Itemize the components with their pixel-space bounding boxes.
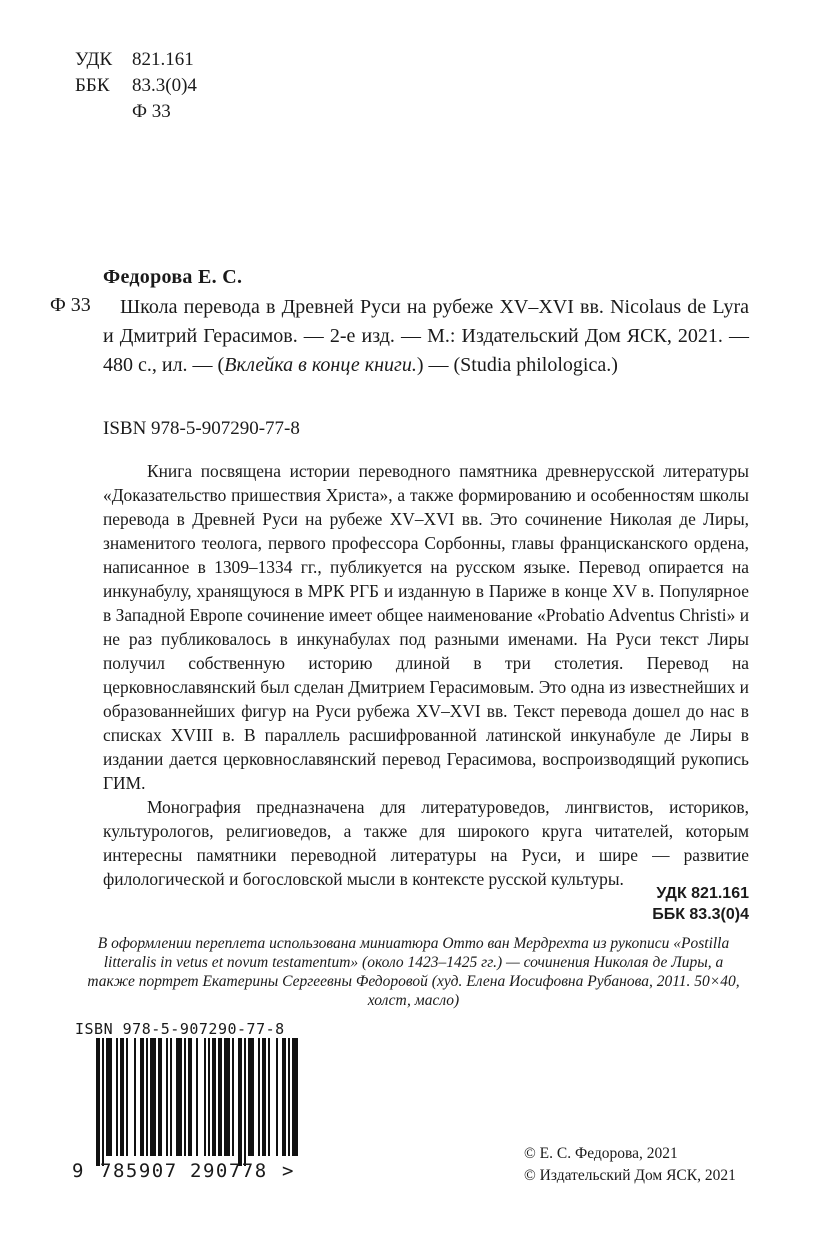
barcode-bar xyxy=(146,1038,148,1156)
barcode-bar xyxy=(126,1038,128,1156)
barcode-bar xyxy=(184,1038,186,1156)
udk-index: УДК 821.161 xyxy=(656,885,749,902)
abstract-paragraph-1: Книга посвящена истории переводного памятника древнерусской литературы «Доказательство пришествия Христа», а также формированию и особенностям школы перевода в Древней Руси на рубеже XV–XVI вв. Это сочинение Николая де Лиры, знаменитого теолога, первого профессора Сорбонны, главы францисканского ордена, написанное в 1309–1334 гг., публикуется на русском языке. Перевод опирается на инкунабулу, хранящуюся в МРК РГБ и изданную в Париже в конце XV в. Популярное в Западной Европе сочинение имеет общее наименование «Probatio Adventus Christi» и не раз публиковалось в инкунабулах под разными именами. На Руси текст Лиры получил собственную историю длиной в три столетия. Перевод на церковнославянский был сделан Дмитрием Герасимовым. Это одна из известнейших и образованнейших фигур на Руси рубежа XV–XVI вв. Текст перевода дошел до нас в списках XVIII в. В параллель расшифрованной латинской инкунабуле де Лиры в издании дается церковнославянский перевод Герасимова, воспроизводящий рукопись ГИМ. xyxy=(103,461,749,793)
author-mark-top: Ф 33 xyxy=(132,101,171,122)
author-name: Федорова Е. С. xyxy=(103,266,243,288)
barcode-bar xyxy=(212,1038,216,1156)
description-italic: Вклейка в конце книги. xyxy=(224,354,417,376)
barcode-bar xyxy=(224,1038,230,1156)
bbk-value: 83.3(0)4 xyxy=(132,75,197,96)
barcode-left-group: 785907 xyxy=(100,1160,178,1182)
abstract xyxy=(103,459,749,891)
udk-row xyxy=(75,47,194,73)
barcode-bar xyxy=(170,1038,172,1156)
barcode-bar xyxy=(268,1038,270,1156)
bbk-label: ББК xyxy=(75,75,110,96)
isbn-line: ISBN 978-5-907290-77-8 xyxy=(103,418,300,439)
abstract-paragraph-2: Монография предназначена для литературоведов, лингвистов, историков, культурологов, религиоведов, а также для широкого круга читателей, которым интересны памятники переводной литературы на Руси, и шире — развитие филологической и богословской мысли в контексте русской культуры. xyxy=(103,797,749,889)
barcode-bar xyxy=(238,1038,242,1166)
udk-label: УДК xyxy=(75,49,113,70)
barcode-bar xyxy=(176,1038,182,1156)
udk-value: 821.161 xyxy=(132,49,194,70)
barcode-bar xyxy=(244,1038,246,1166)
author-mark-left: Ф 33 xyxy=(50,294,91,316)
barcode-bar xyxy=(282,1038,286,1156)
barcode-bar xyxy=(158,1038,162,1156)
barcode-bar xyxy=(166,1038,168,1156)
barcode-isbn-text: ISBN 978-5-907290-77-8 xyxy=(75,1020,285,1038)
barcode-bar xyxy=(188,1038,192,1156)
barcode-right-group: 290778 xyxy=(190,1160,268,1182)
cover-note: В оформлении переплета использована миниатюра Отто ван Мердрехта из рукописи «Postilla litteralis in vetus et novum testamentum» (около 1423–1425 гг.) — сочинения Николая де Лиры, а также портрет Екатерины Сергеевны Федоровой (худ. Елена Иосифовна Рубанова, 2011. 50×40, холст, масло) xyxy=(87,935,740,1009)
description-part-1: Школа перевода в Древней Руси на рубеже XV–XVI вв. Nicolaus de Lyra и Дмитрий Герасимов. — 2-е изд. — М.: Издательский Дом ЯСК, 2021. — 480 с., ил. — ( xyxy=(103,296,749,376)
bbk-index: ББК 83.3(0)4 xyxy=(652,906,749,923)
barcode-bar xyxy=(150,1038,156,1156)
barcode-bar xyxy=(102,1038,104,1166)
barcode-bar xyxy=(248,1038,254,1156)
barcode-bar xyxy=(218,1038,222,1156)
barcode-bar xyxy=(208,1038,210,1156)
copyright-author: © Е. С. Федорова, 2021 xyxy=(524,1145,678,1162)
barcode-bar xyxy=(258,1038,260,1156)
bbk-row xyxy=(75,73,197,99)
barcode-bar xyxy=(134,1038,136,1156)
bibliographic-description xyxy=(103,293,749,380)
barcode-bar xyxy=(116,1038,118,1156)
barcode-bar xyxy=(204,1038,206,1156)
barcode-bar xyxy=(288,1038,290,1156)
barcode-bar xyxy=(262,1038,266,1156)
barcode-bar xyxy=(292,1038,298,1156)
barcode-lead-digit: 9 xyxy=(72,1160,84,1182)
barcode-bar xyxy=(276,1038,278,1156)
copyright-publisher: © Издательский Дом ЯСК, 2021 xyxy=(524,1167,736,1184)
barcode-bar xyxy=(120,1038,124,1156)
barcode-bar xyxy=(140,1038,144,1156)
barcode-bar xyxy=(232,1038,234,1156)
description-part-2: ) — (Studia philologica.) xyxy=(416,354,618,376)
barcode-bar xyxy=(106,1038,112,1156)
barcode-quiet-mark: > xyxy=(282,1160,294,1182)
barcode-bar xyxy=(96,1038,100,1166)
barcode-bar xyxy=(196,1038,198,1156)
